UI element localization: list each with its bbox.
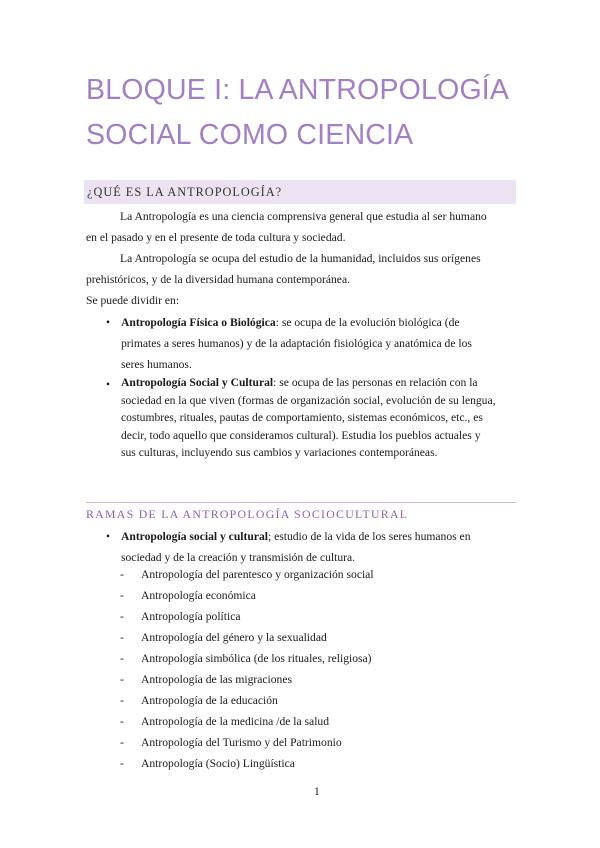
list-item-text: primates a seres humanos) y de la adaptación fisiológica y anatómica de los [121,337,472,350]
term-sociocultural: Antropología social y cultural [121,530,268,543]
dash-marker: - [120,589,124,602]
dash-marker: - [120,736,124,749]
dash-marker: - [120,673,124,686]
paragraph-2-line-1: La Antropología se ocupa del estudio de la humanidad, incluidos sus orígenes [120,252,481,265]
list-item: Antropología económica [141,589,256,602]
paragraph-3: Se puede dividir en: [86,294,180,307]
title-line-1: BLOQUE I: LA ANTROPOLOGÍA [86,74,510,106]
term-social: Antropología Social y Cultural [121,376,274,389]
section-heading-que-es: ¿QUÉ ES LA ANTROPOLOGÍA? [84,180,516,204]
bullet-icon: • [106,378,111,391]
list-item: Antropología de la medicina /de la salud [141,715,330,728]
dash-marker: - [120,715,124,728]
title-line-2: SOCIAL COMO CIENCIA [86,119,414,151]
list-item: Antropología de las migraciones [141,673,293,686]
page-number: 1 [314,785,320,798]
dash-marker: - [120,568,124,581]
list-item: Antropología del parentesco y organización social [141,568,374,581]
paragraph-2-line-2: prehistóricos, y de la diversidad humana contemporánea. [86,273,350,286]
list-item-sociocultural [121,526,471,568]
section-heading-ramas: RAMAS DE LA ANTROPOLOGÍA SOCIOCULTURAL [86,502,516,524]
dash-marker: - [120,757,124,770]
dash-marker: - [120,652,124,665]
list-item: Antropología del Turismo y del Patrimonio [141,736,342,749]
list-item-text: sociedad y de la creación y transmisión de cultura. [121,551,356,564]
list-item-text: costumbres, rituales, pautas de comportamiento, sistemas económicos, etc., es [121,411,483,424]
list-item-social [121,374,496,462]
list-item-fisica [121,312,472,375]
list-item-text: : se ocupa de la evolución biológica (de [275,316,460,329]
list-item: Antropología simbólica (de los rituales, religiosa) [141,652,372,665]
dash-marker: - [120,631,124,644]
list-item: Antropología del género y la sexualidad [141,631,327,644]
bullet-icon: • [106,530,111,543]
list-item-text: sociedad en la que viven (formas de organización social, evolución de su lengua, [121,393,496,407]
list-item: Antropología política [141,610,241,623]
list-item-text: : se ocupa de las personas en relación con la [273,376,478,389]
list-item: Antropología de la educación [141,694,278,707]
list-item-text: decir, todo aquello que consideramos cultural). Estudia los pueblos actuales y [121,428,481,442]
list-item-text: sus culturas, incluyendo sus cambios y variaciones contemporáneas. [121,446,438,459]
list-item-text: ; estudio de la vida de los seres humanos en [267,530,471,543]
dash-marker: - [120,610,124,623]
paragraph-1-line-2: en el pasado y en el presente de toda cultura y sociedad. [86,231,346,244]
paragraph-1-line-1: La Antropología es una ciencia comprensiva general que estudia al ser humano [120,210,487,223]
page-title [86,68,556,158]
dash-marker: - [120,694,124,707]
term-fisica: Antropología Física o Biológica [121,316,276,329]
list-item-text: seres humanos. [121,358,192,371]
bullet-icon: • [106,316,111,329]
list-item: Antropología (Socio) Lingüística [141,757,295,770]
